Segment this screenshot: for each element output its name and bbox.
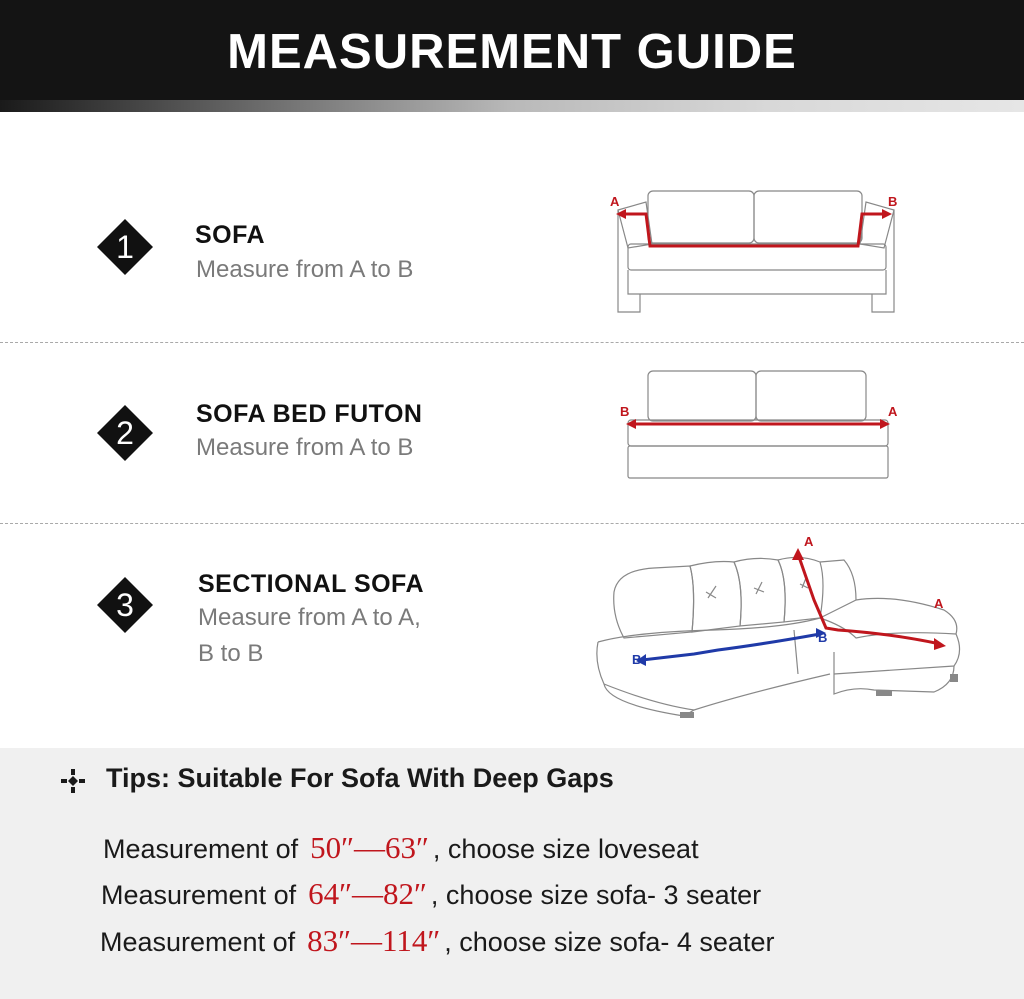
sectional-label-b-left: B: [632, 652, 642, 667]
futon-label-b: B: [620, 404, 630, 419]
tip-prefix: Measurement of: [101, 880, 297, 910]
step-3-desc-line-2: B to B: [198, 640, 264, 667]
sofa-label-b: B: [888, 194, 898, 209]
step-3-badge: [96, 576, 154, 634]
sectional-label-a-right: A: [934, 596, 944, 611]
tip-range: 64″—82″: [308, 876, 427, 911]
sectional-label-b-right: B: [818, 630, 828, 645]
step-3-desc-line-1: Measure from A to A,: [198, 604, 421, 631]
tip-prefix: Measurement of: [100, 927, 296, 957]
step-1-number: 1: [116, 229, 134, 265]
step-2-badge: [96, 404, 154, 462]
step-2-number: 2: [116, 415, 134, 451]
sectional-sofa-icon: [594, 534, 974, 724]
step-2-title: SOFA BED FUTON: [196, 400, 423, 428]
sofa-bed-futon-icon: [614, 368, 904, 483]
tip-suffix: , choose size sofa- 3 seater: [430, 880, 762, 910]
step-1-badge: [96, 218, 154, 276]
tip-suffix: , choose size sofa- 4 seater: [444, 927, 775, 957]
tip-line-loveseat: [103, 830, 699, 866]
section-divider: [0, 342, 1024, 343]
step-3-number: 3: [116, 587, 134, 623]
sparkle-icon: [58, 766, 88, 796]
page-title: MEASUREMENT GUIDE: [227, 25, 797, 79]
step-2-desc: Measure from A to B: [196, 434, 414, 461]
tip-line-4-seater: [100, 923, 774, 959]
tip-line-3-seater: [101, 876, 761, 912]
step-3-title: SECTIONAL SOFA: [198, 570, 425, 598]
tip-prefix: Measurement of: [103, 834, 299, 864]
tip-range: 83″—114″: [307, 923, 441, 958]
section-divider: [0, 523, 1024, 524]
sofa-label-a: A: [610, 194, 620, 209]
header-bar: [0, 0, 1024, 100]
futon-label-a: A: [888, 404, 898, 419]
sectional-label-a-top: A: [804, 534, 814, 549]
step-1-desc: Measure from A to B: [196, 256, 414, 283]
header-gradient-strip: [0, 100, 1024, 112]
tip-suffix: , choose size loveseat: [432, 834, 699, 864]
tip-range: 50″—63″: [310, 830, 429, 865]
sofa-icon: [606, 188, 906, 318]
step-1-title: SOFA: [195, 221, 266, 249]
tips-title: Tips: Suitable For Sofa With Deep Gaps: [106, 763, 614, 793]
